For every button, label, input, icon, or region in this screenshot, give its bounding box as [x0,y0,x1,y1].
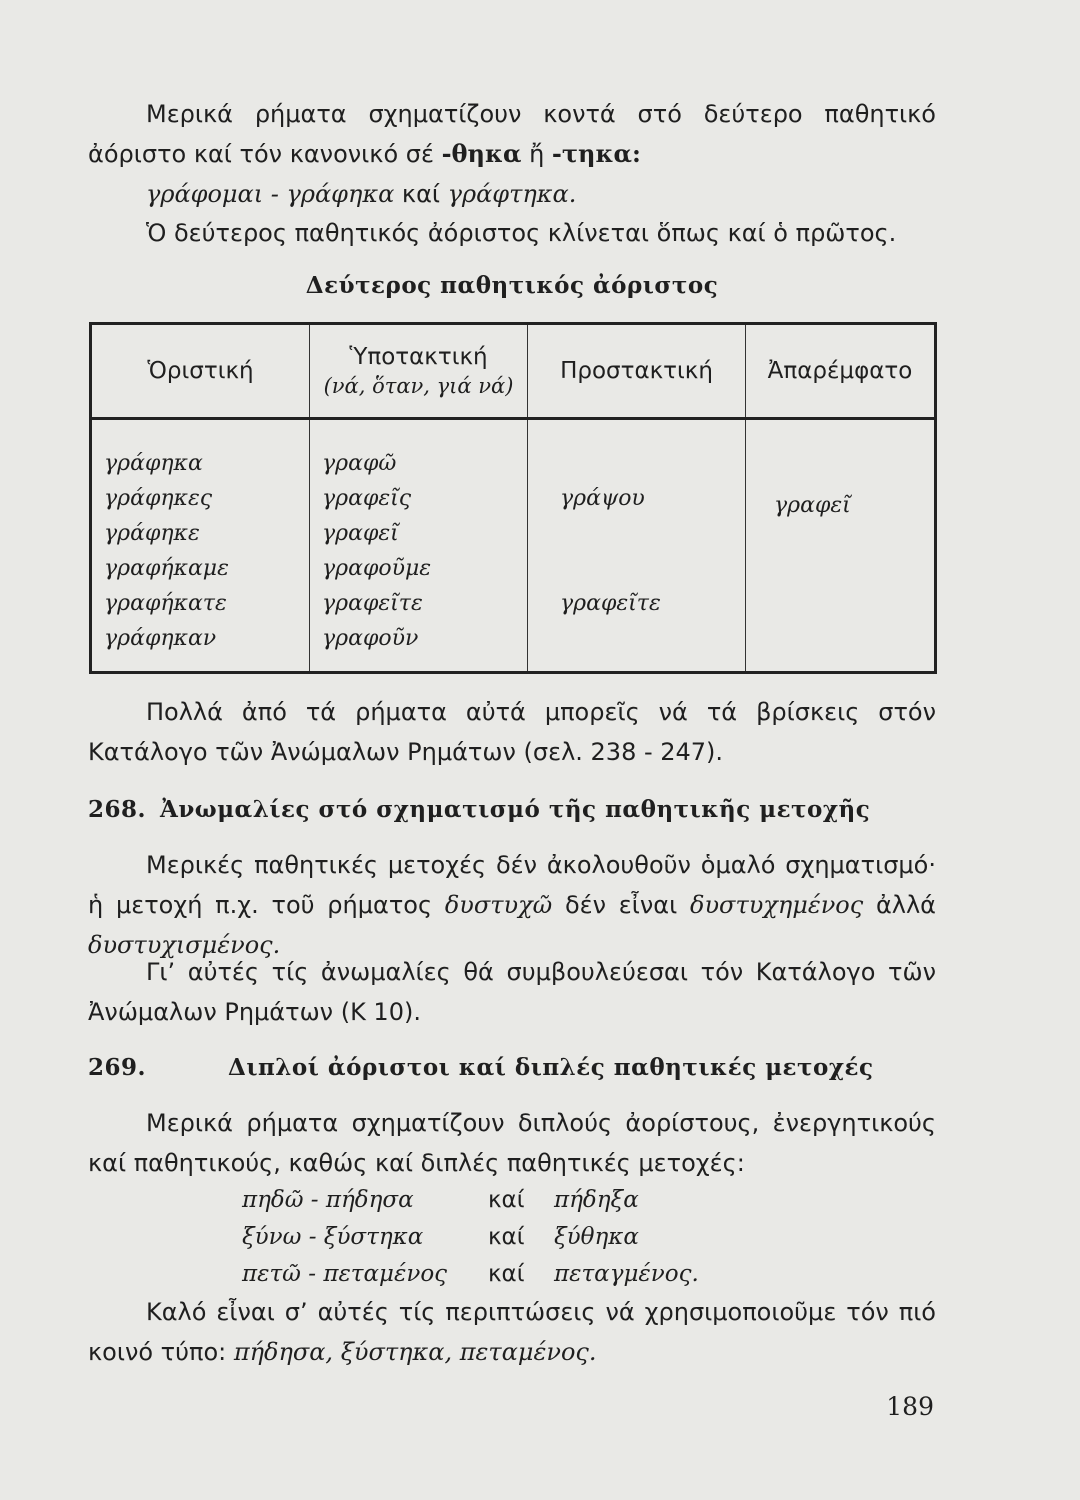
table-caption: Δεύτερος παθητικός ἀόριστος [305,272,719,299]
conjugation-table [89,322,937,674]
list-item: πετῶ - πεταμένος καί πεταγμένος. [242,1261,699,1287]
suffix-tika: -τηκα: [551,139,641,168]
table-cell: γραφεῖς [322,486,412,511]
suffix-theka: -θηκα [441,139,522,168]
table-cell: γράφηκαν [104,626,217,651]
header-indicative: Ὁριστική [91,324,310,419]
example-and: καί [394,180,448,208]
section-268-paragraph-1: Μερικές παθητικές μετοχές δέν ἀκολουθοῦν ὁμαλό σχηματισμό· ἡ μετοχή π.χ. τοῦ ρήματος δυστυχῶ δέν εἶναι δυστυχημένος ἀλλά δυστυχισμένος. [88,851,936,959]
intro-text: Μερικά ρήματα σχηματίζουν κοντά στό δεύτερο παθητικό ἀόριστο καί τόν κανονικό σέ [88,100,936,168]
header-imperative: Προστακτική [528,324,746,419]
table-cell: γράφηκε [104,521,200,546]
page-number: 189 [886,1392,934,1421]
intro-example [88,174,936,214]
section-number: 268. [88,796,147,823]
header-infinitive: Ἀπαρέμφατο [746,324,936,419]
example-form-2: γράφτηκα. [447,180,577,208]
table-cell: γραφοῦμε [322,556,432,581]
section-269-paragraph-1: Μερικά ρήματα σχηματίζουν διπλούς ἀορίστους, ἐνεργητικούς καί παθητικούς, καθώς καί διπλές παθητικές μετοχές: [88,1109,936,1177]
table-cell: γραφεῖτε [322,591,423,616]
section-269-paragraph-2: Καλό εἶναι σ’ αὐτές τίς περιπτώσεις νά χρησιμοποιοῦμε τόν πιό κοινό τύπο: πήδησα, ξύστηκα, πεταμένος. [88,1298,936,1366]
column-imperative [528,419,746,673]
section-268-paragraph-2: Γι’ αὐτές τίς ἀνωμαλίες θά συμβουλεύεσαι τόν Κατάλογο τῶν Ἀνώμαλων Ρημάτων (Κ 10). [88,958,936,1026]
table-cell: γραφοῦν [322,626,419,651]
intro-declension-note: Ὁ δεύτερος παθητικός ἀόριστος κλίνεται ὅπως καί ὁ πρῶτος. [146,219,897,247]
section-title: Διπλοί ἀόριστοι καί διπλές παθητικές μετοχές [228,1054,874,1081]
table-cell: γράψου [560,486,645,511]
section-title: Ἀνωμαλίες στό σχηματισμό τῆς παθητικῆς μετοχῆς [160,796,871,823]
table-cell [560,516,745,551]
example-forms: γράφομαι - γράφηκα [146,180,395,208]
header-subjunctive-sub: (νά, ὅταν, γιά νά) [323,374,514,398]
or-text: ἤ [521,140,552,168]
table-cell: γραφῶ [322,451,397,476]
column-indicative [91,419,310,673]
word-dystycho: δυστυχῶ [444,891,553,919]
table-cell: γράφηκα [104,451,203,476]
intro-paragraph [88,94,936,174]
table-cell [560,446,745,481]
column-infinitive [746,419,936,673]
word-dystychimenos: δυστυχημένος [690,891,864,919]
note-paragraph: Πολλά ἀπό τά ρήματα αὐτά μπορεῖς νά τά βρίσκεις στόν Κατάλογο τῶν Ἀνώμαλων Ρημάτων (σελ. 238 - 247). [88,698,936,766]
list-item: πηδῶ - πήδησα καί πήδηξα [242,1187,639,1213]
table-cell: γραφήκατε [104,591,227,616]
table-cell: γραφεῖ [774,493,851,518]
table-cell: γράφηκες [104,486,213,511]
table-cell: γραφεῖ [322,521,399,546]
table-cell: γραφεῖτε [560,591,661,616]
column-subjunctive [310,419,528,673]
preferred-forms: πήδησα, ξύστηκα, πεταμένος. [233,1338,597,1366]
word-dystychismenos: δυστυχισμένος. [88,931,281,959]
double-aorist-list [242,1182,842,1293]
header-subjunctive: Ὑποτακτική (νά, ὅταν, γιά νά) [310,324,528,419]
list-item: ξύνω - ξύστηκα καί ξύθηκα [242,1224,639,1250]
table-cell: γραφήκαμε [104,556,229,581]
table-cell [560,551,745,586]
table-cell [560,621,745,656]
section-number: 269. [88,1054,147,1081]
